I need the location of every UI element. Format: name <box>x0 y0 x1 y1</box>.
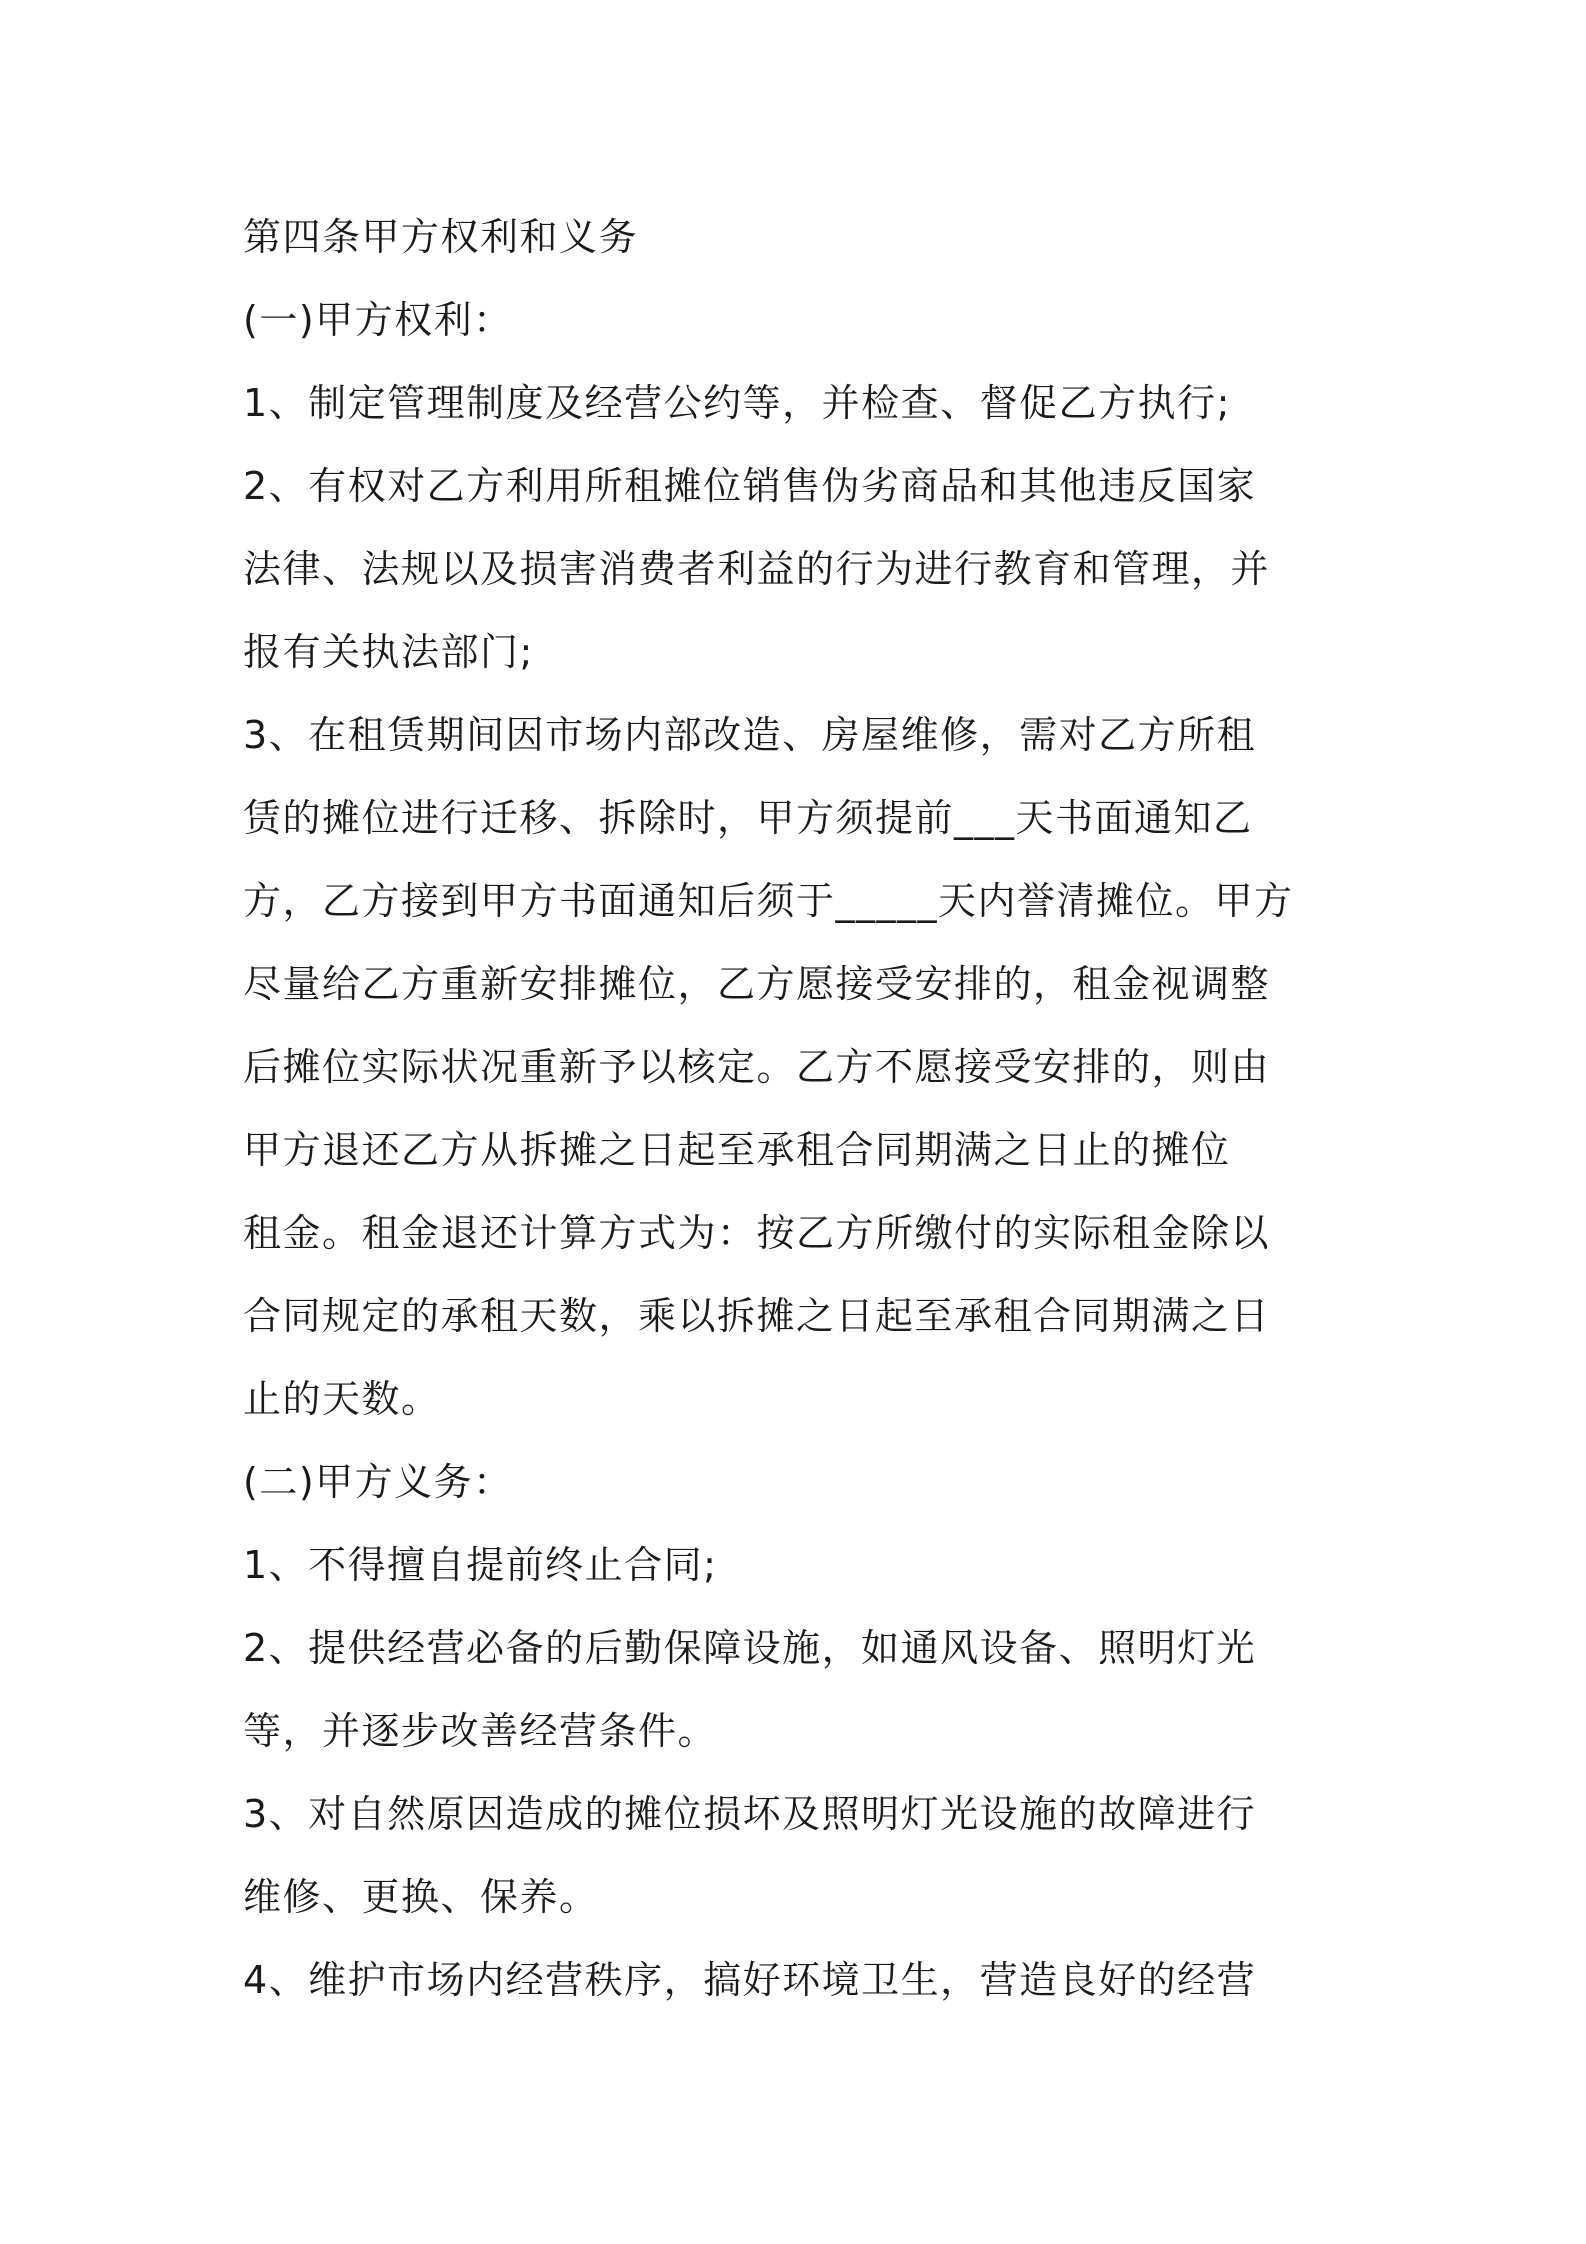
text-line: 赁的摊位进行迁移、拆除时，甲方须提前___天书面通知乙 <box>243 796 1253 840</box>
text-line: 2、提供经营必备的后勤保障设施，如通风设备、照明灯光 <box>243 1626 1257 1670</box>
text-line: 等，并逐步改善经营条件。 <box>243 1709 718 1753</box>
text-line: 法律、法规以及损害消费者利益的行为进行教育和管理，并 <box>243 547 1271 591</box>
section-heading-rights: (一)甲方权利： <box>243 298 513 342</box>
text-line: 合同规定的承租天数，乘以拆摊之日起至承租合同期满之日 <box>243 1294 1271 1338</box>
text-line: 4、维护市场内经营秩序，搞好环境卫生，营造良好的经营 <box>243 1958 1257 2002</box>
text-line: 甲方退还乙方从拆摊之日起至承租合同期满之日止的摊位 <box>243 1128 1231 1172</box>
text-line: 3、在租赁期间因市场内部改造、房屋维修，需对乙方所租 <box>243 713 1257 757</box>
text-line: 2、有权对乙方利用所租摊位销售伪劣商品和其他违反国家 <box>243 464 1257 508</box>
article-heading: 第四条甲方权利和义务 <box>243 215 639 259</box>
text-line: 止的天数。 <box>243 1377 441 1421</box>
section-heading-obligations: (二)甲方义务： <box>243 1460 513 1504</box>
text-line: 租金。租金退还计算方式为：按乙方所缴付的实际租金除以 <box>243 1211 1271 1255</box>
text-line: 3、对自然原因造成的摊位损坏及照明灯光设施的故障进行 <box>243 1792 1257 1836</box>
text-line: 1、制定管理制度及经营公约等，并检查、督促乙方执行; <box>243 381 1231 425</box>
text-line: 后摊位实际状况重新予以核定。乙方不愿接受安排的，则由 <box>243 1045 1271 1089</box>
document-body <box>243 196 1358 2022</box>
text-line: 尽量给乙方重新安排摊位，乙方愿接受安排的，租金视调整 <box>243 962 1271 1006</box>
text-line: 方，乙方接到甲方书面通知后须于_____天内誉清摊位。甲方 <box>243 879 1294 923</box>
text-line: 报有关执法部门; <box>243 630 534 674</box>
text-line: 维修、更换、保养。 <box>243 1875 599 1919</box>
text-line: 1、不得擅自提前终止合同; <box>243 1543 718 1587</box>
